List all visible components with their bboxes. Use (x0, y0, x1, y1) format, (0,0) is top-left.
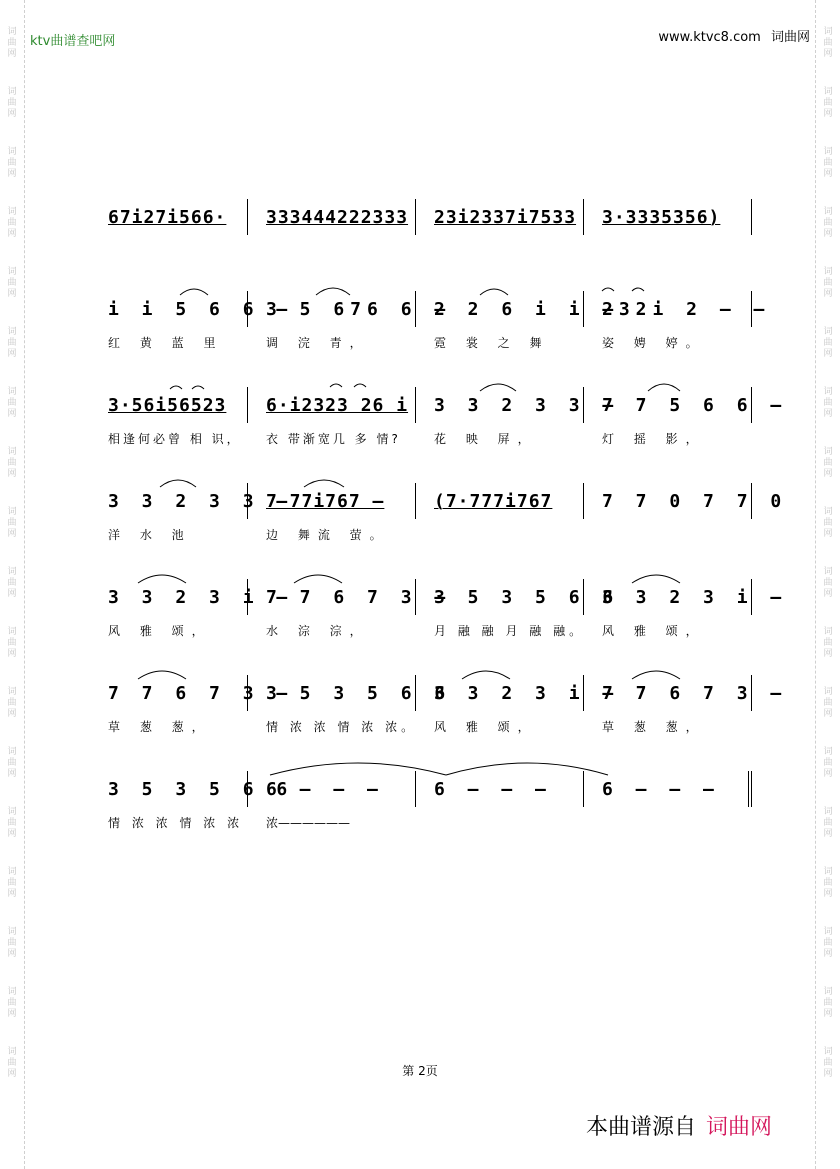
edge-watermark: 词曲网 (823, 267, 833, 299)
measure (108, 579, 294, 615)
lyric: 浓—————— (266, 815, 351, 830)
edge-watermark: 词曲网 (823, 447, 833, 479)
measure-line (108, 383, 788, 427)
measure-notes: 67i27i566· (108, 206, 227, 228)
measure (248, 291, 452, 327)
edge-watermark: 词曲网 (823, 987, 833, 1019)
measure-notes: 6 – – – (266, 778, 384, 800)
measure-line (108, 479, 788, 523)
lyric-line (108, 619, 758, 641)
edge-watermark: 词曲网 (7, 87, 17, 119)
edge-watermark: 词曲网 (823, 507, 833, 539)
edge-watermark: 词曲网 (7, 387, 17, 419)
measure-notes: 2 2 6 i i – (434, 298, 620, 320)
lyric: 霓 裳 之 舞 (434, 335, 550, 350)
lyric: 月 融 融 月 融 融。 (434, 623, 586, 638)
edge-watermark: 词曲网 (7, 987, 17, 1019)
measure-line (108, 287, 771, 331)
measure-line (108, 767, 758, 811)
header-site-link[interactable]: ktv曲谱查吧网 (30, 34, 116, 49)
measure-notes: 7 7 5 6 6 – (602, 394, 788, 416)
measure (248, 387, 416, 423)
measure-notes: 3·3335356) (602, 206, 721, 228)
header-right (658, 26, 810, 45)
measure (248, 483, 416, 519)
edge-watermark: 词曲网 (823, 207, 833, 239)
source-label: 本曲谱源自 (586, 1115, 697, 1140)
measure (416, 771, 584, 807)
edge-watermark: 词曲网 (823, 927, 833, 959)
lyric: 相逢何必曾 相 识， (108, 431, 242, 446)
edge-watermark: 词曲网 (7, 507, 17, 539)
edge-watermark: 词曲网 (7, 147, 17, 179)
measure (248, 771, 416, 807)
measure (108, 291, 294, 327)
measure-notes: 6 – – – (602, 778, 720, 800)
measure (584, 291, 771, 327)
measure (584, 579, 788, 615)
measure (416, 291, 620, 327)
measure-notes: 7 7 6 7 3 – (266, 586, 452, 608)
measure (108, 675, 294, 711)
edge-watermark: 词曲网 (7, 747, 17, 779)
measure-notes: 3 3 2 3 i – (434, 682, 620, 704)
measure-notes: 333444222333 (266, 206, 409, 228)
lyric: 边 舞流 萤。 (266, 527, 390, 542)
edge-watermark: 词曲网 (7, 327, 17, 359)
measure-line (108, 575, 788, 619)
lyric-line (108, 811, 758, 833)
lyric: 草 葱 葱， (602, 719, 706, 734)
edge-watermark: 词曲网 (823, 327, 833, 359)
lyric: 洋 水 池 (108, 527, 192, 542)
measure-notes: 3 3 2 3 i – (602, 586, 788, 608)
measure (248, 199, 416, 235)
measure (584, 387, 788, 423)
score-row (108, 287, 771, 383)
measure (584, 675, 788, 711)
measure-notes: 7 7 6 7 3 – (602, 682, 788, 704)
measure (416, 483, 584, 519)
edge-watermark: 词曲网 (7, 267, 17, 299)
measure-line (108, 671, 788, 715)
measure-notes: 3 3 2 3 3 – (434, 394, 620, 416)
edge-watermark: 词曲网 (7, 807, 17, 839)
lyric-line (108, 331, 758, 353)
lyric: 衣 带渐宽几 多 情? (266, 431, 401, 446)
measure-final (584, 771, 752, 807)
measure-notes: 3 5 3 5 6 6 (108, 778, 294, 800)
measure-notes: 3 3 2 3 3 – (108, 490, 294, 512)
measure-notes: 3·56i56523 (108, 394, 227, 416)
lyric: 花 映 屏， (434, 431, 538, 446)
score-row (108, 575, 788, 671)
score-row (108, 479, 788, 575)
source-credit (586, 1110, 772, 1141)
edge-watermark: 词曲网 (823, 747, 833, 779)
score-row (108, 671, 788, 767)
score-sheet (108, 195, 788, 863)
lyric: 草 葱 葱， (108, 719, 212, 734)
edge-watermark: 词曲网 (823, 27, 833, 59)
measure-line (108, 195, 758, 239)
measure-notes: 3 5 3 5 6 6 (434, 586, 620, 608)
measure (416, 387, 620, 423)
measure (416, 199, 584, 235)
score-row (108, 195, 758, 287)
edge-watermark: 词曲网 (823, 807, 833, 839)
source-brand-link[interactable]: 词曲网 (706, 1115, 773, 1140)
lyric: 风 雅 颂， (108, 623, 212, 638)
score-row (108, 383, 788, 479)
measure-notes: 7 7 6 7 3 – (108, 682, 294, 704)
measure-notes: (7·777i767 (434, 490, 553, 512)
measure-notes: 232i 2 – – (602, 298, 771, 320)
lyric-line (108, 523, 758, 545)
edge-watermark: 词曲网 (7, 867, 17, 899)
measure (108, 483, 294, 519)
measure (248, 579, 452, 615)
edge-watermark: 词曲网 (7, 567, 17, 599)
measure (108, 771, 294, 807)
edge-watermark: 词曲网 (823, 687, 833, 719)
measure-notes: 3 5 3 5 6 6 (266, 682, 452, 704)
measure-notes: 7 7 0 7 7 0 (602, 490, 788, 512)
header-site-name: 词曲网 (770, 30, 810, 45)
measure (584, 483, 788, 519)
lyric: 水 淙 淙， (266, 623, 370, 638)
measure-notes: 6·i2323 26 i (266, 394, 409, 416)
lyric: 红 黄 蓝 里 (108, 335, 224, 350)
lyric: 风 雅 颂， (434, 719, 538, 734)
edge-watermark: 词曲网 (7, 27, 17, 59)
left-margin-strip (0, 0, 25, 1169)
edge-watermark: 词曲网 (823, 147, 833, 179)
measure (108, 199, 248, 235)
measure-notes: 3 3 2 3 i – (108, 586, 294, 608)
edge-watermark: 词曲网 (7, 627, 17, 659)
lyric-line (108, 715, 758, 737)
edge-watermark: 词曲网 (7, 207, 17, 239)
edge-watermark: 词曲网 (823, 867, 833, 899)
right-margin-strip (815, 0, 840, 1169)
measure-notes: 7 77i767 – (266, 490, 385, 512)
edge-watermark: 词曲网 (823, 567, 833, 599)
lyric: 调 浣 青， (266, 335, 370, 350)
edge-watermark: 词曲网 (7, 927, 17, 959)
measure (416, 675, 620, 711)
measure (416, 579, 620, 615)
edge-watermark: 词曲网 (823, 1047, 833, 1079)
page-number: 第 2页 (402, 1064, 438, 1078)
measure (248, 675, 452, 711)
measure-notes: 6 – – – (434, 778, 552, 800)
measure (584, 199, 752, 235)
measure (108, 387, 248, 423)
lyric: 姿 娉 婷。 (602, 335, 706, 350)
lyric: 情 浓 浓 情 浓 浓。 (266, 719, 418, 734)
lyric-line (108, 427, 758, 449)
edge-watermark: 词曲网 (823, 627, 833, 659)
lyric: 风 雅 颂， (602, 623, 706, 638)
lyric: 情 浓 浓 情 浓 浓 (108, 815, 244, 830)
edge-watermark: 词曲网 (7, 687, 17, 719)
edge-watermark: 词曲网 (7, 447, 17, 479)
edge-watermark: 词曲网 (7, 1047, 17, 1079)
lyric: 灯 摇 影， (602, 431, 706, 446)
edge-watermark: 词曲网 (823, 87, 833, 119)
measure-notes: 23i2337i7533 (434, 206, 577, 228)
measure-notes: i i 5 6 6 – (108, 298, 294, 320)
score-row (108, 767, 758, 863)
header-url[interactable]: www.ktvc8.com (658, 30, 761, 45)
measure-notes: 3 5 676 6 – (266, 298, 452, 320)
edge-watermark: 词曲网 (823, 387, 833, 419)
